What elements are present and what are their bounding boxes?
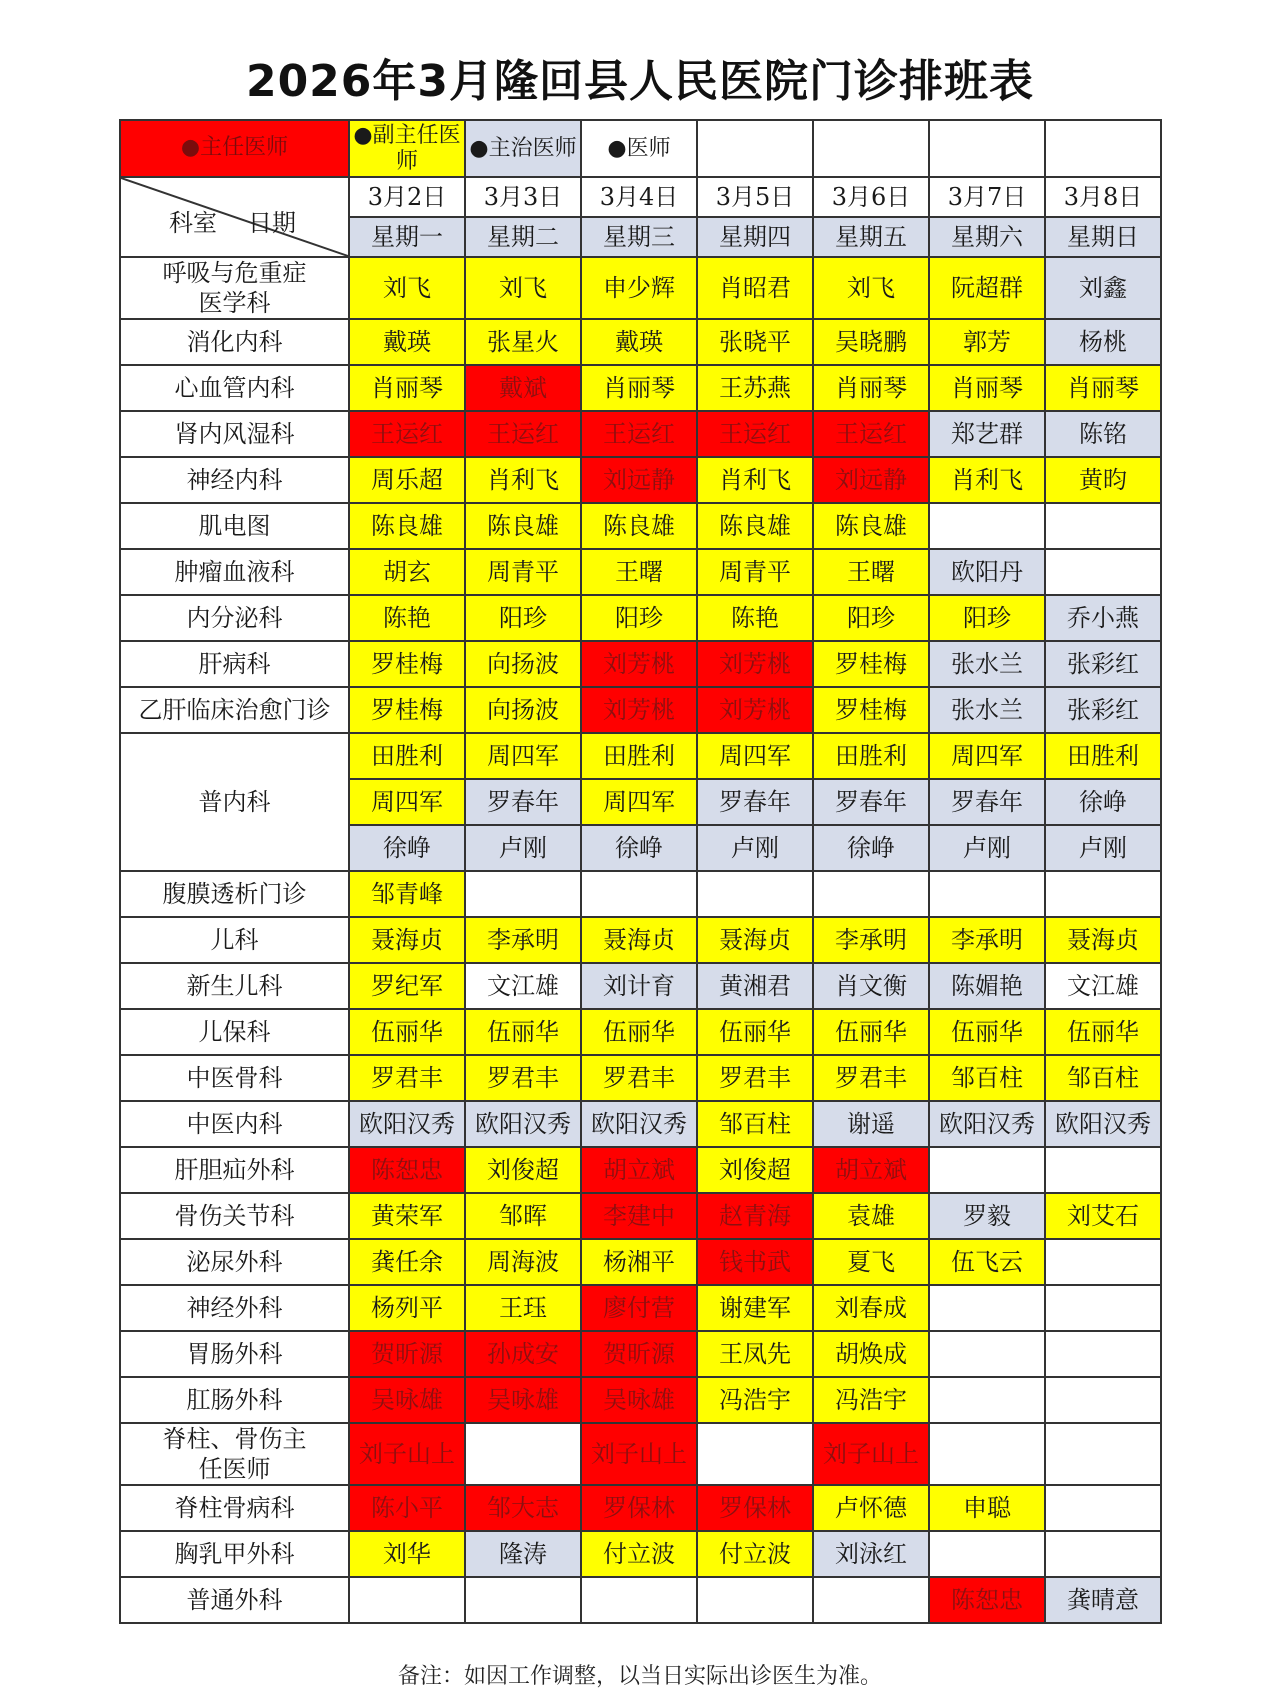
doctor-cell: 刘俊超 xyxy=(465,1147,581,1193)
doctor-cell: 申聪 xyxy=(929,1485,1045,1531)
empty-cell xyxy=(929,1285,1045,1331)
doctor-cell: 周四军 xyxy=(349,779,465,825)
doctor-cell: 罗君丰 xyxy=(349,1055,465,1101)
empty-cell xyxy=(813,871,929,917)
department-name: 中医内科 xyxy=(120,1101,349,1147)
empty-cell xyxy=(1045,1239,1161,1285)
doctor-cell: 张水兰 xyxy=(929,687,1045,733)
empty-cell xyxy=(1045,120,1161,177)
date-header: 3月2日 xyxy=(349,177,465,217)
department-name: 心血管内科 xyxy=(120,365,349,411)
date-header: 3月3日 xyxy=(465,177,581,217)
doctor-cell: 欧阳汉秀 xyxy=(581,1101,697,1147)
doctor-cell: 胡立斌 xyxy=(581,1147,697,1193)
doctor-cell: 王运红 xyxy=(349,411,465,457)
doctor-cell: 肖丽琴 xyxy=(1045,365,1161,411)
doctor-cell: 陈恕忠 xyxy=(929,1577,1045,1623)
date-header: 3月8日 xyxy=(1045,177,1161,217)
date-header: 3月5日 xyxy=(697,177,813,217)
legend-row xyxy=(120,120,1161,177)
empty-cell xyxy=(929,1531,1045,1577)
doctor-cell: 刘鑫 xyxy=(1045,257,1161,319)
doctor-cell: 罗毅 xyxy=(929,1193,1045,1239)
department-row xyxy=(120,871,1161,917)
doctor-cell: 徐峥 xyxy=(1045,779,1161,825)
date-row xyxy=(120,177,1161,217)
doctor-cell: 伍飞云 xyxy=(929,1239,1045,1285)
empty-cell xyxy=(929,1331,1045,1377)
department-name: 腹膜透析门诊 xyxy=(120,871,349,917)
department-name: 脊柱、骨伤主任医师 xyxy=(120,1423,349,1485)
doctor-cell: 杨湘平 xyxy=(581,1239,697,1285)
department-row xyxy=(120,1147,1161,1193)
department-row xyxy=(120,1377,1161,1423)
doctor-cell: 冯浩宇 xyxy=(813,1377,929,1423)
doctor-cell: 陈艳 xyxy=(349,595,465,641)
empty-cell xyxy=(465,871,581,917)
doctor-cell: 廖付营 xyxy=(581,1285,697,1331)
doctor-cell: 欧阳丹 xyxy=(929,549,1045,595)
date-header: 3月7日 xyxy=(929,177,1045,217)
department-row xyxy=(120,365,1161,411)
doctor-cell: 陈良雄 xyxy=(813,503,929,549)
empty-cell xyxy=(1045,1377,1161,1423)
department-row xyxy=(120,687,1161,733)
doctor-cell: 徐峥 xyxy=(349,825,465,871)
empty-cell xyxy=(929,871,1045,917)
doctor-cell: 乔小燕 xyxy=(1045,595,1161,641)
weekday-header: 星期日 xyxy=(1045,217,1161,257)
doctor-cell: 胡立斌 xyxy=(813,1147,929,1193)
empty-cell xyxy=(1045,871,1161,917)
department-row xyxy=(120,1577,1161,1623)
doctor-cell: 孙成安 xyxy=(465,1331,581,1377)
doctor-cell: 卢刚 xyxy=(465,825,581,871)
department-row xyxy=(120,411,1161,457)
doctor-cell: 罗君丰 xyxy=(465,1055,581,1101)
doctor-cell: 田胜利 xyxy=(349,733,465,779)
doctor-cell: 刘芳桃 xyxy=(697,641,813,687)
department-row xyxy=(120,595,1161,641)
schedule-table xyxy=(119,119,1162,1624)
doctor-cell: 贺昕源 xyxy=(581,1331,697,1377)
legend-item: ●主任医师 xyxy=(120,120,349,177)
doctor-cell: 肖利飞 xyxy=(929,457,1045,503)
department-name: 胃肠外科 xyxy=(120,1331,349,1377)
department-name: 肝胆疝外科 xyxy=(120,1147,349,1193)
legend-item: ●医师 xyxy=(581,120,697,177)
doctor-cell: 胡焕成 xyxy=(813,1331,929,1377)
doctor-cell: 杨列平 xyxy=(349,1285,465,1331)
doctor-cell: 戴斌 xyxy=(465,365,581,411)
department-name: 呼吸与危重症医学科 xyxy=(120,257,349,319)
department-name: 骨伤关节科 xyxy=(120,1193,349,1239)
doctor-cell: 伍丽华 xyxy=(929,1009,1045,1055)
doctor-cell: 袁雄 xyxy=(813,1193,929,1239)
doctor-cell: 黄湘君 xyxy=(697,963,813,1009)
department-row xyxy=(120,503,1161,549)
doctor-cell: 邹晖 xyxy=(465,1193,581,1239)
corner-date-label: 日期 xyxy=(248,208,296,237)
doctor-cell: 王运红 xyxy=(813,411,929,457)
doctor-cell: 聂海贞 xyxy=(1045,917,1161,963)
doctor-cell: 伍丽华 xyxy=(697,1009,813,1055)
doctor-cell: 周乐超 xyxy=(349,457,465,503)
doctor-cell: 申少辉 xyxy=(581,257,697,319)
department-name: 肌电图 xyxy=(120,503,349,549)
legend-item: ●副主任医师 xyxy=(349,120,465,177)
footnote: 备注：如因工作调整，以当日实际出诊医生为准。 xyxy=(397,1664,882,1689)
department-row xyxy=(120,1423,1161,1485)
department-name: 胸乳甲外科 xyxy=(120,1531,349,1577)
doctor-cell: 文江雄 xyxy=(1045,963,1161,1009)
doctor-cell: 周四军 xyxy=(697,733,813,779)
department-row xyxy=(120,1285,1161,1331)
doctor-cell: 王运红 xyxy=(465,411,581,457)
weekday-header: 星期四 xyxy=(697,217,813,257)
doctor-cell: 陈良雄 xyxy=(697,503,813,549)
department-name: 神经外科 xyxy=(120,1285,349,1331)
department-row xyxy=(120,1101,1161,1147)
doctor-cell: 王曙 xyxy=(813,549,929,595)
department-name: 普内科 xyxy=(120,733,349,871)
doctor-cell: 王运红 xyxy=(581,411,697,457)
doctor-cell: 李建中 xyxy=(581,1193,697,1239)
doctor-cell: 周青平 xyxy=(697,549,813,595)
doctor-cell: 刘芳桃 xyxy=(581,687,697,733)
doctor-cell: 伍丽华 xyxy=(1045,1009,1161,1055)
department-name: 儿保科 xyxy=(120,1009,349,1055)
empty-cell xyxy=(697,120,813,177)
doctor-cell: 王曙 xyxy=(581,549,697,595)
doctor-cell: 张星火 xyxy=(465,319,581,365)
doctor-cell: 李承明 xyxy=(813,917,929,963)
empty-cell xyxy=(697,1423,813,1485)
empty-cell xyxy=(581,871,697,917)
department-name: 肾内风湿科 xyxy=(120,411,349,457)
department-name: 肝病科 xyxy=(120,641,349,687)
doctor-cell: 罗保林 xyxy=(697,1485,813,1531)
doctor-cell: 田胜利 xyxy=(1045,733,1161,779)
empty-cell xyxy=(349,1577,465,1623)
page-title: 2026年3月隆回县人民医院门诊排班表 xyxy=(245,56,1035,107)
doctor-cell: 欧阳汉秀 xyxy=(349,1101,465,1147)
doctor-cell: 陈铭 xyxy=(1045,411,1161,457)
doctor-cell: 伍丽华 xyxy=(349,1009,465,1055)
department-row xyxy=(120,1331,1161,1377)
doctor-cell: 罗春年 xyxy=(697,779,813,825)
department-row xyxy=(120,1009,1161,1055)
doctor-cell: 刘子山上 xyxy=(581,1423,697,1485)
doctor-cell: 戴瑛 xyxy=(349,319,465,365)
doctor-cell: 刘远静 xyxy=(813,457,929,503)
doctor-cell: 周海波 xyxy=(465,1239,581,1285)
doctor-cell: 王珏 xyxy=(465,1285,581,1331)
date-header: 3月6日 xyxy=(813,177,929,217)
diagonal-line xyxy=(121,178,348,256)
weekday-header: 星期六 xyxy=(929,217,1045,257)
department-row xyxy=(120,917,1161,963)
doctor-cell: 卢刚 xyxy=(697,825,813,871)
empty-cell xyxy=(1045,1285,1161,1331)
doctor-cell: 肖丽琴 xyxy=(813,365,929,411)
doctor-cell: 刘俊超 xyxy=(697,1147,813,1193)
doctor-cell: 吴咏雄 xyxy=(349,1377,465,1423)
doctor-cell: 肖利飞 xyxy=(465,457,581,503)
doctor-cell: 徐峥 xyxy=(813,825,929,871)
date-header: 3月4日 xyxy=(581,177,697,217)
doctor-cell: 郭芳 xyxy=(929,319,1045,365)
doctor-cell: 阳珍 xyxy=(813,595,929,641)
doctor-cell: 张彩红 xyxy=(1045,641,1161,687)
doctor-cell: 刘子山上 xyxy=(349,1423,465,1485)
doctor-cell: 罗纪军 xyxy=(349,963,465,1009)
doctor-cell: 王运红 xyxy=(697,411,813,457)
empty-cell xyxy=(1045,549,1161,595)
empty-cell xyxy=(1045,503,1161,549)
doctor-cell: 陈良雄 xyxy=(465,503,581,549)
empty-cell xyxy=(813,120,929,177)
doctor-cell: 张晓平 xyxy=(697,319,813,365)
doctor-cell: 伍丽华 xyxy=(581,1009,697,1055)
department-row xyxy=(120,257,1161,319)
doctor-cell: 冯浩宇 xyxy=(697,1377,813,1423)
doctor-cell: 田胜利 xyxy=(581,733,697,779)
department-row xyxy=(120,457,1161,503)
doctor-cell: 王凤先 xyxy=(697,1331,813,1377)
doctor-cell: 阮超群 xyxy=(929,257,1045,319)
doctor-cell: 刘飞 xyxy=(813,257,929,319)
doctor-cell: 夏飞 xyxy=(813,1239,929,1285)
doctor-cell: 肖昭君 xyxy=(697,257,813,319)
doctor-cell: 向扬波 xyxy=(465,687,581,733)
empty-cell xyxy=(1045,1147,1161,1193)
empty-cell xyxy=(929,1147,1045,1193)
department-name: 泌尿外科 xyxy=(120,1239,349,1285)
empty-cell xyxy=(697,1577,813,1623)
department-name: 肛肠外科 xyxy=(120,1377,349,1423)
doctor-cell: 张彩红 xyxy=(1045,687,1161,733)
doctor-cell: 罗桂梅 xyxy=(349,687,465,733)
empty-cell xyxy=(465,1577,581,1623)
empty-cell xyxy=(581,1577,697,1623)
department-row xyxy=(120,1239,1161,1285)
doctor-cell: 周四军 xyxy=(581,779,697,825)
empty-cell xyxy=(929,1423,1045,1485)
doctor-cell: 罗桂梅 xyxy=(813,687,929,733)
doctor-cell: 刘子山上 xyxy=(813,1423,929,1485)
department-name: 消化内科 xyxy=(120,319,349,365)
department-row xyxy=(120,963,1161,1009)
doctor-cell: 阳珍 xyxy=(929,595,1045,641)
doctor-cell: 邹百柱 xyxy=(929,1055,1045,1101)
header-corner xyxy=(120,177,349,257)
doctor-cell: 刘芳桃 xyxy=(581,641,697,687)
doctor-cell: 肖丽琴 xyxy=(929,365,1045,411)
doctor-cell: 刘华 xyxy=(349,1531,465,1577)
doctor-cell: 肖文衡 xyxy=(813,963,929,1009)
doctor-cell: 田胜利 xyxy=(813,733,929,779)
doctor-cell: 吴咏雄 xyxy=(581,1377,697,1423)
empty-cell xyxy=(813,1577,929,1623)
doctor-cell: 谢建军 xyxy=(697,1285,813,1331)
doctor-cell: 吴咏雄 xyxy=(465,1377,581,1423)
legend-item: ●主治医师 xyxy=(465,120,581,177)
doctor-cell: 隆涛 xyxy=(465,1531,581,1577)
doctor-cell: 伍丽华 xyxy=(465,1009,581,1055)
doctor-cell: 聂海贞 xyxy=(581,917,697,963)
doctor-cell: 肖利飞 xyxy=(697,457,813,503)
empty-cell xyxy=(1045,1331,1161,1377)
doctor-cell: 陈小平 xyxy=(349,1485,465,1531)
doctor-cell: 黄荣军 xyxy=(349,1193,465,1239)
doctor-cell: 罗君丰 xyxy=(581,1055,697,1101)
doctor-cell: 阳珍 xyxy=(465,595,581,641)
empty-cell xyxy=(1045,1423,1161,1485)
department-row xyxy=(120,733,1161,779)
department-name: 肿瘤血液科 xyxy=(120,549,349,595)
doctor-cell: 聂海贞 xyxy=(697,917,813,963)
doctor-cell: 向扬波 xyxy=(465,641,581,687)
doctor-cell: 欧阳汉秀 xyxy=(1045,1101,1161,1147)
doctor-cell: 刘艾石 xyxy=(1045,1193,1161,1239)
doctor-cell: 罗春年 xyxy=(813,779,929,825)
doctor-cell: 罗桂梅 xyxy=(813,641,929,687)
department-name: 新生儿科 xyxy=(120,963,349,1009)
department-name: 内分泌科 xyxy=(120,595,349,641)
department-name: 神经内科 xyxy=(120,457,349,503)
doctor-cell: 陈良雄 xyxy=(349,503,465,549)
doctor-cell: 罗桂梅 xyxy=(349,641,465,687)
doctor-cell: 郑艺群 xyxy=(929,411,1045,457)
department-row xyxy=(120,641,1161,687)
empty-cell xyxy=(697,871,813,917)
doctor-cell: 文江雄 xyxy=(465,963,581,1009)
doctor-cell: 卢刚 xyxy=(929,825,1045,871)
doctor-cell: 邹百柱 xyxy=(1045,1055,1161,1101)
doctor-cell: 伍丽华 xyxy=(813,1009,929,1055)
doctor-cell: 杨桃 xyxy=(1045,319,1161,365)
doctor-cell: 黄昀 xyxy=(1045,457,1161,503)
empty-cell xyxy=(465,1423,581,1485)
doctor-cell: 刘飞 xyxy=(349,257,465,319)
doctor-cell: 王苏燕 xyxy=(697,365,813,411)
doctor-cell: 罗春年 xyxy=(929,779,1045,825)
doctor-cell: 刘计育 xyxy=(581,963,697,1009)
doctor-cell: 吴晓鹏 xyxy=(813,319,929,365)
doctor-cell: 罗春年 xyxy=(465,779,581,825)
department-name: 乙肝临床治愈门诊 xyxy=(120,687,349,733)
doctor-cell: 赵青海 xyxy=(697,1193,813,1239)
empty-cell xyxy=(1045,1485,1161,1531)
doctor-cell: 刘芳桃 xyxy=(697,687,813,733)
doctor-cell: 邹百柱 xyxy=(697,1101,813,1147)
doctor-cell: 刘泳红 xyxy=(813,1531,929,1577)
doctor-cell: 陈恕忠 xyxy=(349,1147,465,1193)
doctor-cell: 付立波 xyxy=(581,1531,697,1577)
doctor-cell: 卢怀德 xyxy=(813,1485,929,1531)
doctor-cell: 聂海贞 xyxy=(349,917,465,963)
doctor-cell: 陈艳 xyxy=(697,595,813,641)
doctor-cell: 周四军 xyxy=(929,733,1045,779)
doctor-cell: 罗君丰 xyxy=(813,1055,929,1101)
doctor-cell: 邹青峰 xyxy=(349,871,465,917)
doctor-cell: 陈媚艳 xyxy=(929,963,1045,1009)
weekday-header: 星期二 xyxy=(465,217,581,257)
doctor-cell: 肖丽琴 xyxy=(581,365,697,411)
department-row xyxy=(120,1055,1161,1101)
empty-cell xyxy=(1045,1531,1161,1577)
doctor-cell: 贺昕源 xyxy=(349,1331,465,1377)
department-row xyxy=(120,319,1161,365)
doctor-cell: 周四军 xyxy=(465,733,581,779)
doctor-cell: 欧阳汉秀 xyxy=(929,1101,1045,1147)
doctor-cell: 龚晴意 xyxy=(1045,1577,1161,1623)
department-row xyxy=(120,1193,1161,1239)
doctor-cell: 刘春成 xyxy=(813,1285,929,1331)
empty-cell xyxy=(929,120,1045,177)
department-name: 儿科 xyxy=(120,917,349,963)
doctor-cell: 李承明 xyxy=(465,917,581,963)
doctor-cell: 欧阳汉秀 xyxy=(465,1101,581,1147)
doctor-cell: 邹大志 xyxy=(465,1485,581,1531)
doctor-cell: 陈良雄 xyxy=(581,503,697,549)
doctor-cell: 肖丽琴 xyxy=(349,365,465,411)
doctor-cell: 龚任余 xyxy=(349,1239,465,1285)
empty-cell xyxy=(929,503,1045,549)
doctor-cell: 卢刚 xyxy=(1045,825,1161,871)
doctor-cell: 付立波 xyxy=(697,1531,813,1577)
doctor-cell: 李承明 xyxy=(929,917,1045,963)
weekday-header: 星期三 xyxy=(581,217,697,257)
doctor-cell: 罗保林 xyxy=(581,1485,697,1531)
weekday-header: 星期五 xyxy=(813,217,929,257)
doctor-cell: 刘飞 xyxy=(465,257,581,319)
department-row xyxy=(120,1485,1161,1531)
doctor-cell: 戴瑛 xyxy=(581,319,697,365)
department-name: 脊柱骨病科 xyxy=(120,1485,349,1531)
doctor-cell: 胡玄 xyxy=(349,549,465,595)
department-name: 普通外科 xyxy=(120,1577,349,1623)
corner-dept-label: 科室 xyxy=(169,208,217,237)
department-row xyxy=(120,1531,1161,1577)
doctor-cell: 徐峥 xyxy=(581,825,697,871)
weekday-header: 星期一 xyxy=(349,217,465,257)
department-row xyxy=(120,549,1161,595)
doctor-cell: 钱书武 xyxy=(697,1239,813,1285)
doctor-cell: 周青平 xyxy=(465,549,581,595)
department-name: 中医骨科 xyxy=(120,1055,349,1101)
empty-cell xyxy=(929,1377,1045,1423)
doctor-cell: 刘远静 xyxy=(581,457,697,503)
doctor-cell: 谢遥 xyxy=(813,1101,929,1147)
doctor-cell: 罗君丰 xyxy=(697,1055,813,1101)
doctor-cell: 张水兰 xyxy=(929,641,1045,687)
doctor-cell: 阳珍 xyxy=(581,595,697,641)
